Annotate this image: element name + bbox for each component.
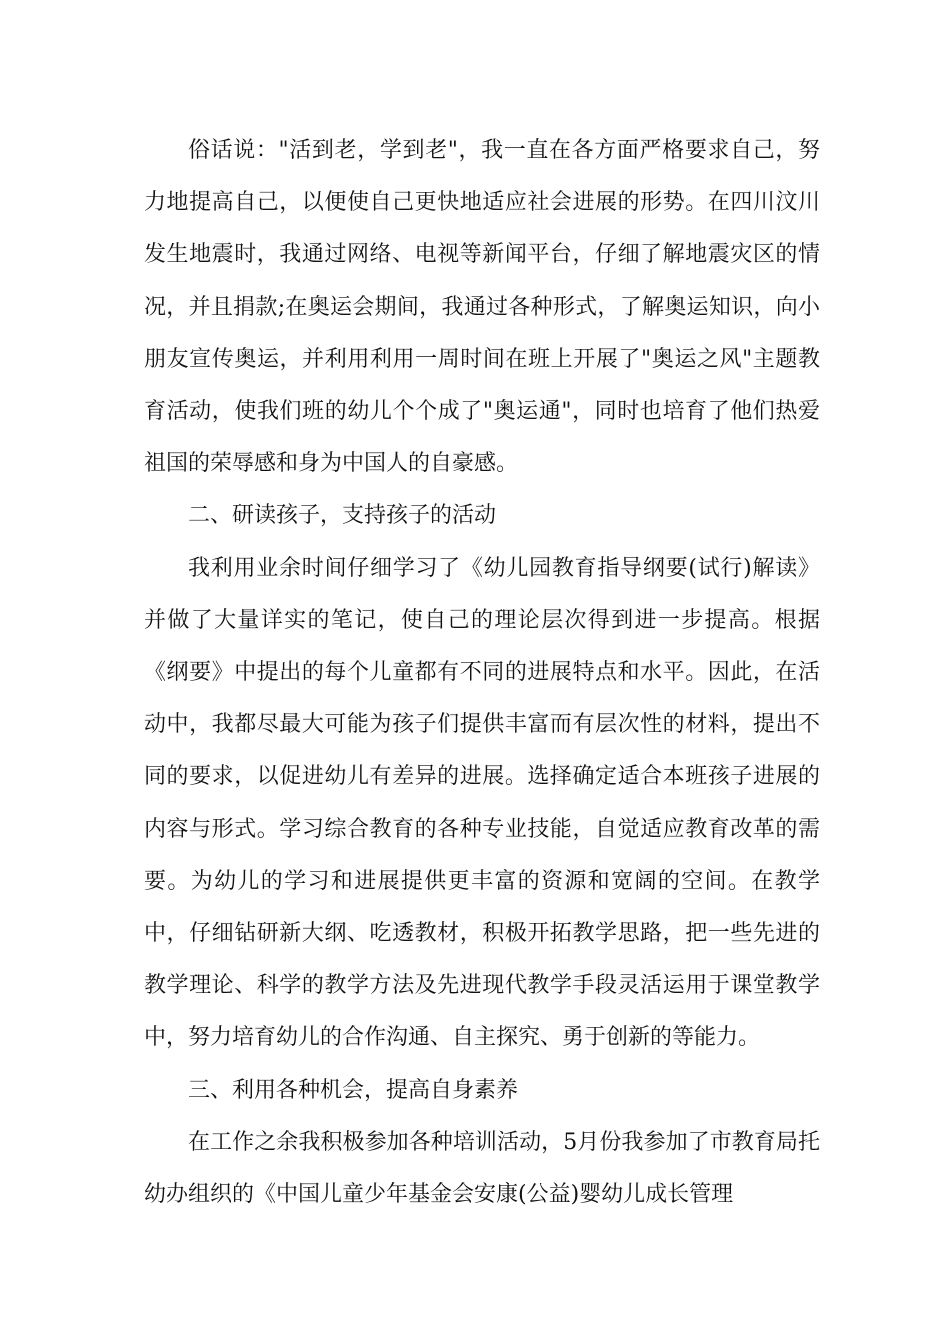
document-body <box>144 125 820 1221</box>
paragraph-study-children: 我利用业余时间仔细学习了《幼儿园教育指导纲要(试行)解读》并做了大量详实的笔记，使自己的理论层次得到进一步提高。根据《纲要》中提出的每个儿童都有不同的进展特点和水平。因此，在活动中，我都尽最大可能为孩子们提供丰富而有层次性的材料，提出不同的要求，以促进幼儿有差异的进展。选择确定适合本班孩子进展的内容与形式。学习综合教育的各种专业技能，自觉适应教育改革的需要。为幼儿的学习和进展提供更丰富的资源和宽阔的空间。在教学中，仔细钻研新大纲、吃透教材，积极开拓教学思路，把一些先进的教学理论、科学的教学方法及先进现代教学手段灵活运用于课堂教学中，努力培育幼儿的合作沟通、自主探究、勇于创新的等能力。 <box>144 555 820 1051</box>
paragraph-lifelong-learning: 俗话说："活到老，学到老"，我一直在各方面严格要求自己，努力地提高自己，以便使自己更快地适应社会进展的形势。在四川汶川发生地震时，我通过网络、电视等新闻平台，仔细了解地震灾区的情况，并且捐款;在奥运会期间，我通过各种形式，了解奥运知识，向小朋友宣传奥运，并利用利用一周时间在班上开展了"奥运之风"主题教育活动，使我们班的幼儿个个成了"奥运通"，同时也培育了他们热爱祖国的荣辱感和身为中国人的自豪感。 <box>144 138 820 477</box>
section-heading-2: 二、研读孩子，支持孩子的活动 <box>188 503 497 529</box>
paragraph-training: 在工作之余我积极参加各种培训活动，5月份我参加了市教育局托幼办组织的《中国儿童少年基金会安康(公益)婴幼儿成长管理 <box>144 1129 820 1208</box>
section-heading-3: 三、利用各种机会，提高自身素养 <box>188 1077 519 1103</box>
